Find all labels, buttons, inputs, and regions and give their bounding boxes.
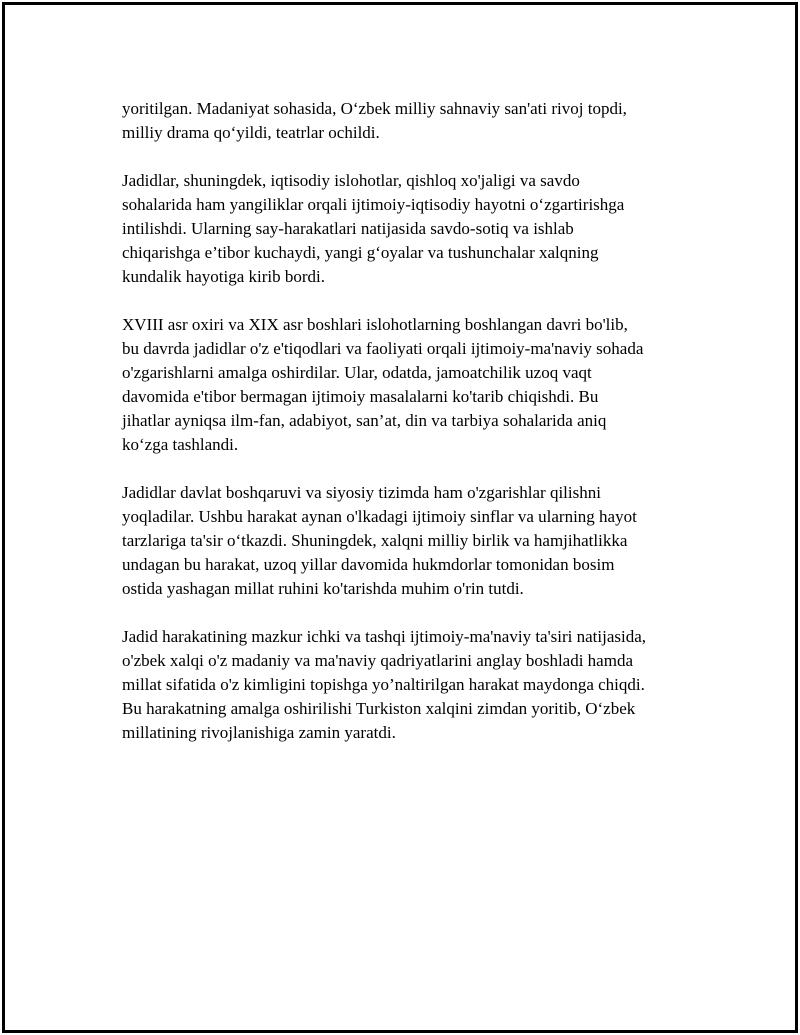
paragraph-4: Jadidlar davlat boshqaruvi va siyosiy tizimda ham o'zgarishlar qilishni yoqladilar. Ushbu harakat aynan o'lkadagi ijtimoiy sinflar va ularning hayot tarzlariga ta'sir o‘tkazdi. Shuningdek, xalqni milliy birlik va hamjihatlikka undagan bu harakat, uzoq yillar davomida hukmdorlar tomonidan bosim ostida yashagan millat ruhini ko'tarishda muhim o'rin tutdi. — [122, 483, 637, 598]
paragraph-5: Jadid harakatining mazkur ichki va tashqi ijtimoiy-ma'naviy ta'siri natijasida, o'zbek xalqi o'z madaniy va ma'naviy qadriyatlarini anglay boshladi hamda millat sifatida o'z kimligini topishga yo’naltirilgan harakat maydonga chiqdi. Bu harakatning amalga oshirilishi Turkiston xalqini zimdan yoritib, O‘zbek millatining rivojlanishiga zamin yaratdi. — [122, 627, 647, 742]
page-content — [122, 97, 712, 769]
paragraph-1: yoritilgan. Madaniyat sohasida, O‘zbek milliy sahnaviy san'ati rivoj topdi, milliy drama qo‘yildi, teatrlar ochildi. — [122, 99, 627, 142]
page-frame — [2, 2, 798, 1033]
paragraph-3: XVIII asr oxiri va XIX asr boshlari islohotlarning boshlangan davri bo'lib, bu davrda jadidlar o'z e'tiqodlari va faoliyati orqali ijtimoiy-ma'naviy sohada o'zgarishlarni amalga oshirdilar. Ular, odatda, jamoatchilik uzoq vaqt davomida e'tibor bermagan ijtimoiy masalalarni ko'tarib chiqishdi. Bu jihatlar ayniqsa ilm-fan, adabiyot, san’at, din va tarbiya sohalarida aniq ko‘zga tashlandi. — [122, 315, 644, 454]
paragraph-2: Jadidlar, shuningdek, iqtisodiy islohotlar, qishloq xo'jaligi va savdo sohalarida ham yangiliklar orqali ijtimoiy-iqtisodiy hayotni o‘zgartirishga intilishdi. Ularning say-harakatlari natijasida savdo-sotiq va ishlab chiqarishga e’tibor kuchaydi, yangi g‘oyalar va tushunchalar xalqning kundalik hayotiga kirib bordi. — [122, 171, 625, 286]
